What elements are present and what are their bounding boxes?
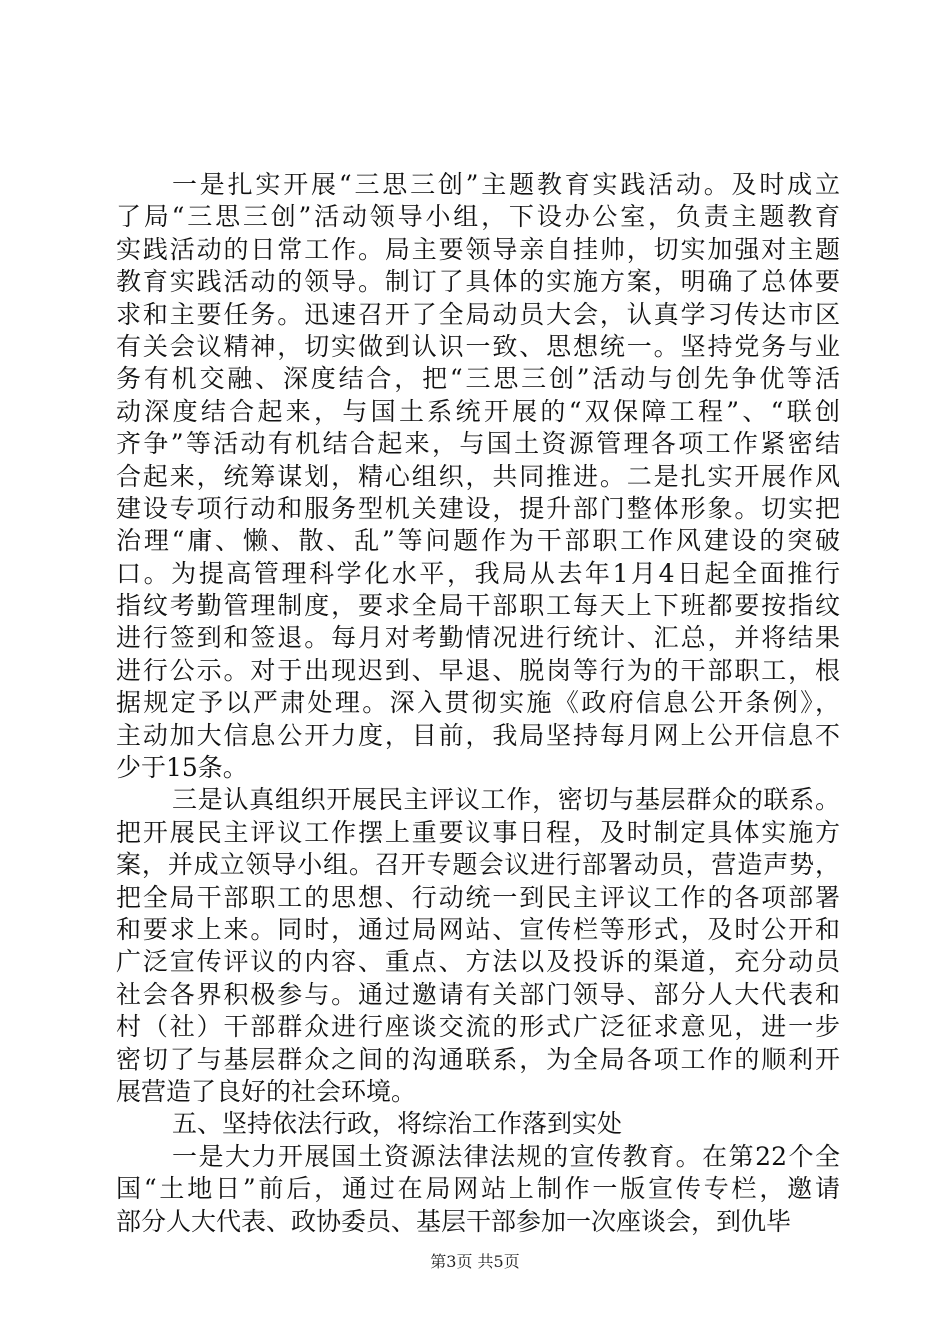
paragraph-line: 务有机交融、深度结合，把“三思三创”活动与创先争优等活 <box>116 364 840 394</box>
paragraph <box>116 1141 840 1238</box>
paragraph-line: 和要求上来。同时，通过局网站、宣传栏等形式，及时公开和 <box>116 914 840 944</box>
paragraph-line: 少于15条。 <box>116 753 248 783</box>
paragraph-line: 有关会议精神，切实做到认识一致、思想统一。坚持党务与业 <box>116 331 840 361</box>
paragraph-line: 口。为提高管理科学化水平，我局从去年1月4日起全面推行 <box>116 558 840 588</box>
paragraph-line: 案，并成立领导小组。召开专题会议进行部署动员，营造声势， <box>116 850 840 880</box>
paragraph-line: 治理“庸、懒、散、乱”等问题作为干部职工作风建设的突破 <box>116 526 840 556</box>
paragraph <box>116 784 840 1108</box>
paragraph-line: 了局“三思三创”活动领导小组，下设办公室，负责主题教育 <box>116 202 840 232</box>
paragraph-line: 把全局干部职工的思想、行动统一到民主评议工作的各项部署 <box>116 882 840 912</box>
paragraph-line: 国“土地日”前后，通过在局网站上制作一版宣传专栏，邀请 <box>116 1174 840 1204</box>
paragraph-line: 一是大力开展国土资源法律法规的宣传教育。在第22个全 <box>172 1141 840 1171</box>
document-body <box>116 169 840 1238</box>
paragraph-line: 部分人大代表、政协委员、基层干部参加一次座谈会，到仇毕 <box>116 1206 792 1236</box>
paragraph-line: 动深度结合起来，与国土系统开展的“双保障工程”、“联创 <box>116 396 840 426</box>
paragraph-line: 进行签到和签退。每月对考勤情况进行统计、汇总，并将结果 <box>116 623 840 653</box>
paragraph-line: 指纹考勤管理制度，要求全局干部职工每天上下班都要按指纹 <box>116 591 840 621</box>
paragraph-line: 教育实践活动的领导。制订了具体的实施方案，明确了总体要 <box>116 267 840 297</box>
paragraph-line: 展营造了良好的社会环境。 <box>116 1076 417 1106</box>
paragraph-line: 主动加大信息公开力度，目前，我局坚持每月网上公开信息不 <box>116 720 840 750</box>
paragraph <box>116 169 840 784</box>
paragraph-line: 一是扎实开展“三思三创”主题教育实践活动。及时成立 <box>172 170 840 199</box>
paragraph-line: 密切了与基层群众之间的沟通联系，为全局各项工作的顺利开 <box>116 1044 840 1074</box>
paragraph-line: 村（社）干部群众进行座谈交流的形式广泛征求意见，进一步 <box>116 1012 840 1042</box>
paragraph-line: 实践活动的日常工作。局主要领导亲自挂帅，切实加强对主题 <box>116 234 840 264</box>
paragraph <box>116 1108 840 1140</box>
paragraph-line: 五、坚持依法行政，将综治工作落到实处 <box>172 1109 623 1139</box>
paragraph-line: 齐争”等活动有机结合起来，与国土资源管理各项工作紧密结 <box>116 429 840 459</box>
paragraph-line: 合起来，统筹谋划，精心组织，共同推进。二是扎实开展作风 <box>116 461 840 491</box>
paragraph-line: 求和主要任务。迅速召开了全局动员大会，认真学习传达市区 <box>116 299 840 329</box>
paragraph-line: 据规定予以严肃处理。深入贯彻实施《政府信息公开条例》， <box>116 688 840 718</box>
paragraph-line: 建设专项行动和服务型机关建设，提升部门整体形象。切实把 <box>116 493 840 523</box>
paragraph-line: 三是认真组织开展民主评议工作，密切与基层群众的联系。 <box>172 785 840 815</box>
paragraph-line: 进行公示。对于出现迟到、早退、脱岗等行为的干部职工，根 <box>116 655 840 685</box>
paragraph-line: 社会各界积极参与。通过邀请有关部门领导、部分人大代表和 <box>116 979 840 1009</box>
paragraph-line: 把开展民主评议工作摆上重要议事日程，及时制定具体实施方 <box>116 817 840 847</box>
paragraph-line: 广泛宣传评议的内容、重点、方法以及投诉的渠道，充分动员 <box>116 947 840 977</box>
page-footer: 第3页 共5页 <box>430 1252 520 1271</box>
